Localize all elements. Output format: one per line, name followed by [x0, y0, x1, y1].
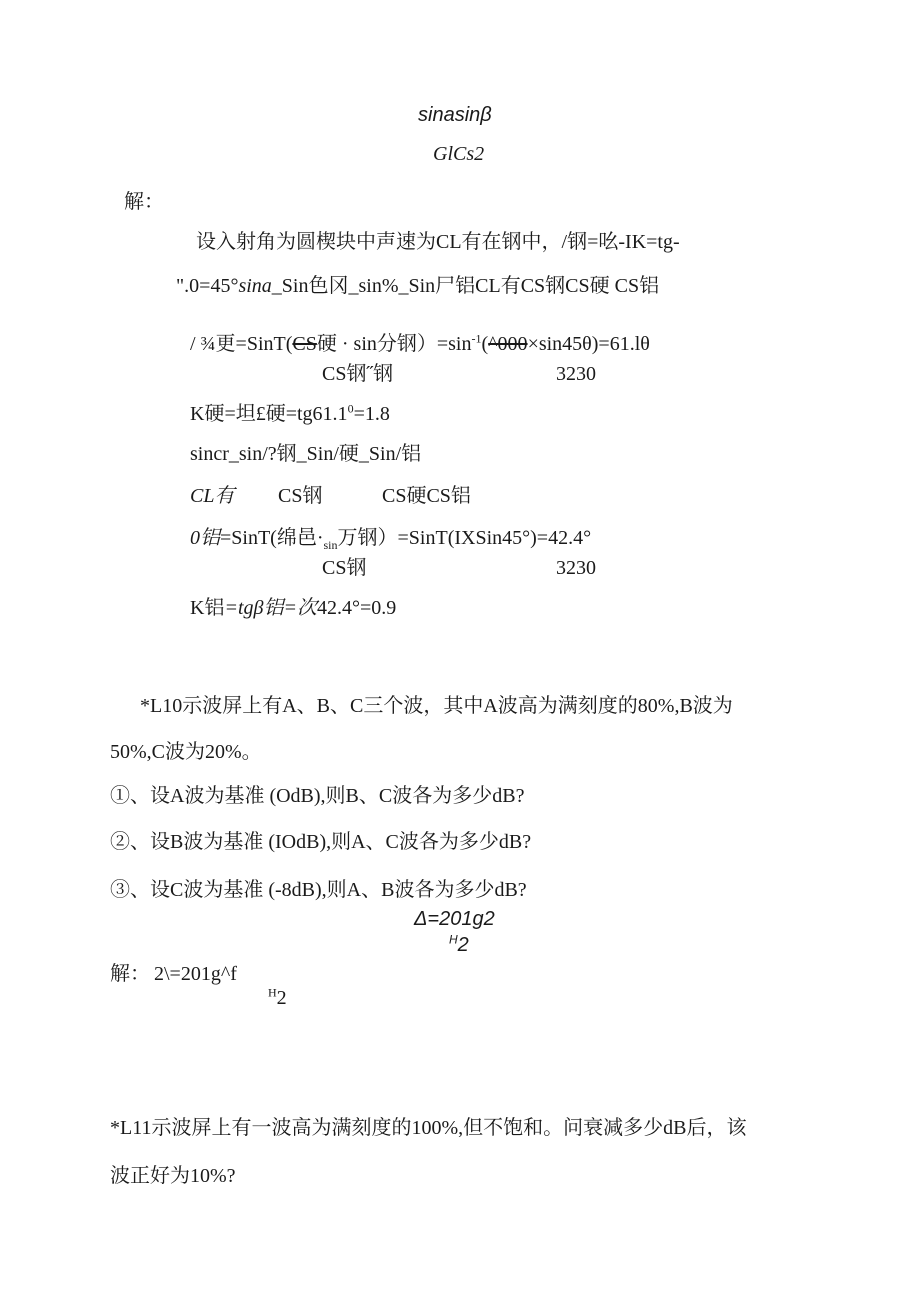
answer-line-7-c: 万钢）=SinT(IXSin45°)=42.4° — [337, 527, 592, 549]
answer-line-3-sup: -1 — [471, 331, 482, 346]
question-l10-item-2: ②、设B波为基准 (IOdB),则A、C波各为多少dB? — [110, 831, 532, 853]
answer-line-2-a: ".0=45° — [176, 275, 239, 297]
answer-line-7-under-right: 3230 — [556, 557, 596, 579]
answer-line-3 — [190, 332, 650, 356]
answer-line-4-sup: 0 — [347, 401, 354, 416]
answer-line-3-e: ^000 — [488, 333, 528, 355]
formula-delta: Δ=201g2 — [414, 908, 495, 930]
formula-delta-sub: 2 — [457, 934, 469, 956]
question-l10-item-1: ①、设A波为基准 (OdB),则B、C波各为多少dB? — [110, 785, 525, 807]
answer-line-3-under-right: 3230 — [556, 363, 596, 385]
question-l10-line-1: *L10示波屏上有A、B、C三个波，其中A波高为满刻度的80%,B波为 — [140, 695, 733, 717]
answer-line-1: 设入射角为圆楔块中声速为CL有在钢中，/钢=吆-IK=tg- — [196, 231, 680, 253]
answer-line-3-d: ( — [481, 333, 489, 355]
answer-line-8 — [190, 596, 396, 620]
answer-line-5: sincr_sin/?钢_Sin/硬_Sin/铝 — [190, 443, 422, 465]
answer-line-3-under-left: CS钢˝钢 — [322, 363, 394, 385]
answer-line-4 — [190, 402, 390, 426]
formula-denominator: GlCs2 — [433, 143, 485, 165]
answer-line-7-a: 0铝 — [190, 527, 220, 549]
answer-line-8-a: K铝 — [190, 597, 225, 619]
answer-line-8-b: =tgβ铝=次 — [224, 597, 317, 619]
question-l10-answer-denominator — [268, 986, 287, 1010]
answer-line-2-c: _Sin色冈_sin%_Sin尸铝CL有CS钢CS硬 CS铝 — [271, 275, 660, 297]
answer-line-2 — [176, 274, 659, 298]
answer-line-3-b: CS — [292, 333, 317, 355]
answer-line-3-f: ×sin45θ)=61.lθ — [527, 333, 650, 355]
answer-line-7-b: =SinT(绵邑· — [220, 527, 324, 549]
question-l10-line-2: 50%,C波为20%。 — [110, 741, 262, 763]
answer-line-6 — [190, 484, 234, 508]
question-l10-answer-sub: 2 — [276, 987, 287, 1009]
answer-line-6-c: CS硬CS铝 — [382, 485, 471, 507]
answer-line-4-a: K硬=坦£硬=tg61.1 — [190, 403, 348, 425]
answer-line-3-c: 硬 · sin分钢）=sin — [316, 333, 472, 355]
formula-sina-sinb: sinasinβ — [418, 104, 492, 126]
formula-delta-denominator — [449, 933, 469, 957]
answer-label: 解： — [124, 191, 164, 213]
question-l10-answer-label: 解： — [110, 963, 150, 985]
answer-line-6-a: CL有 — [190, 485, 235, 507]
answer-line-6-b: CS钢 — [278, 485, 323, 507]
question-l11-line-2: 波正好为10%? — [110, 1165, 236, 1187]
answer-line-7 — [190, 526, 591, 550]
question-l10-answer-text: 2\=201g^f — [154, 963, 237, 985]
answer-line-3-a: / ¾更=SinT( — [190, 333, 293, 355]
answer-line-2-b: sina — [238, 275, 272, 297]
answer-line-4-b: =1.8 — [353, 403, 390, 425]
answer-line-7-under-left: CS钢 — [322, 557, 367, 579]
question-l10-answer-sup: H — [268, 985, 277, 1000]
question-l11-line-1: *L11示波屏上有一波高为满刻度的100%,但不饱和。问衰减多少dB后，该 — [110, 1117, 747, 1139]
answer-line-8-c: 42.4°=0.9 — [316, 597, 397, 619]
formula-delta-sup: H — [449, 932, 458, 947]
question-l10-item-3: ③、设C波为基准 (-8dB),则A、B波各为多少dB? — [110, 879, 527, 901]
answer-line-7-sub: sin — [323, 538, 338, 552]
